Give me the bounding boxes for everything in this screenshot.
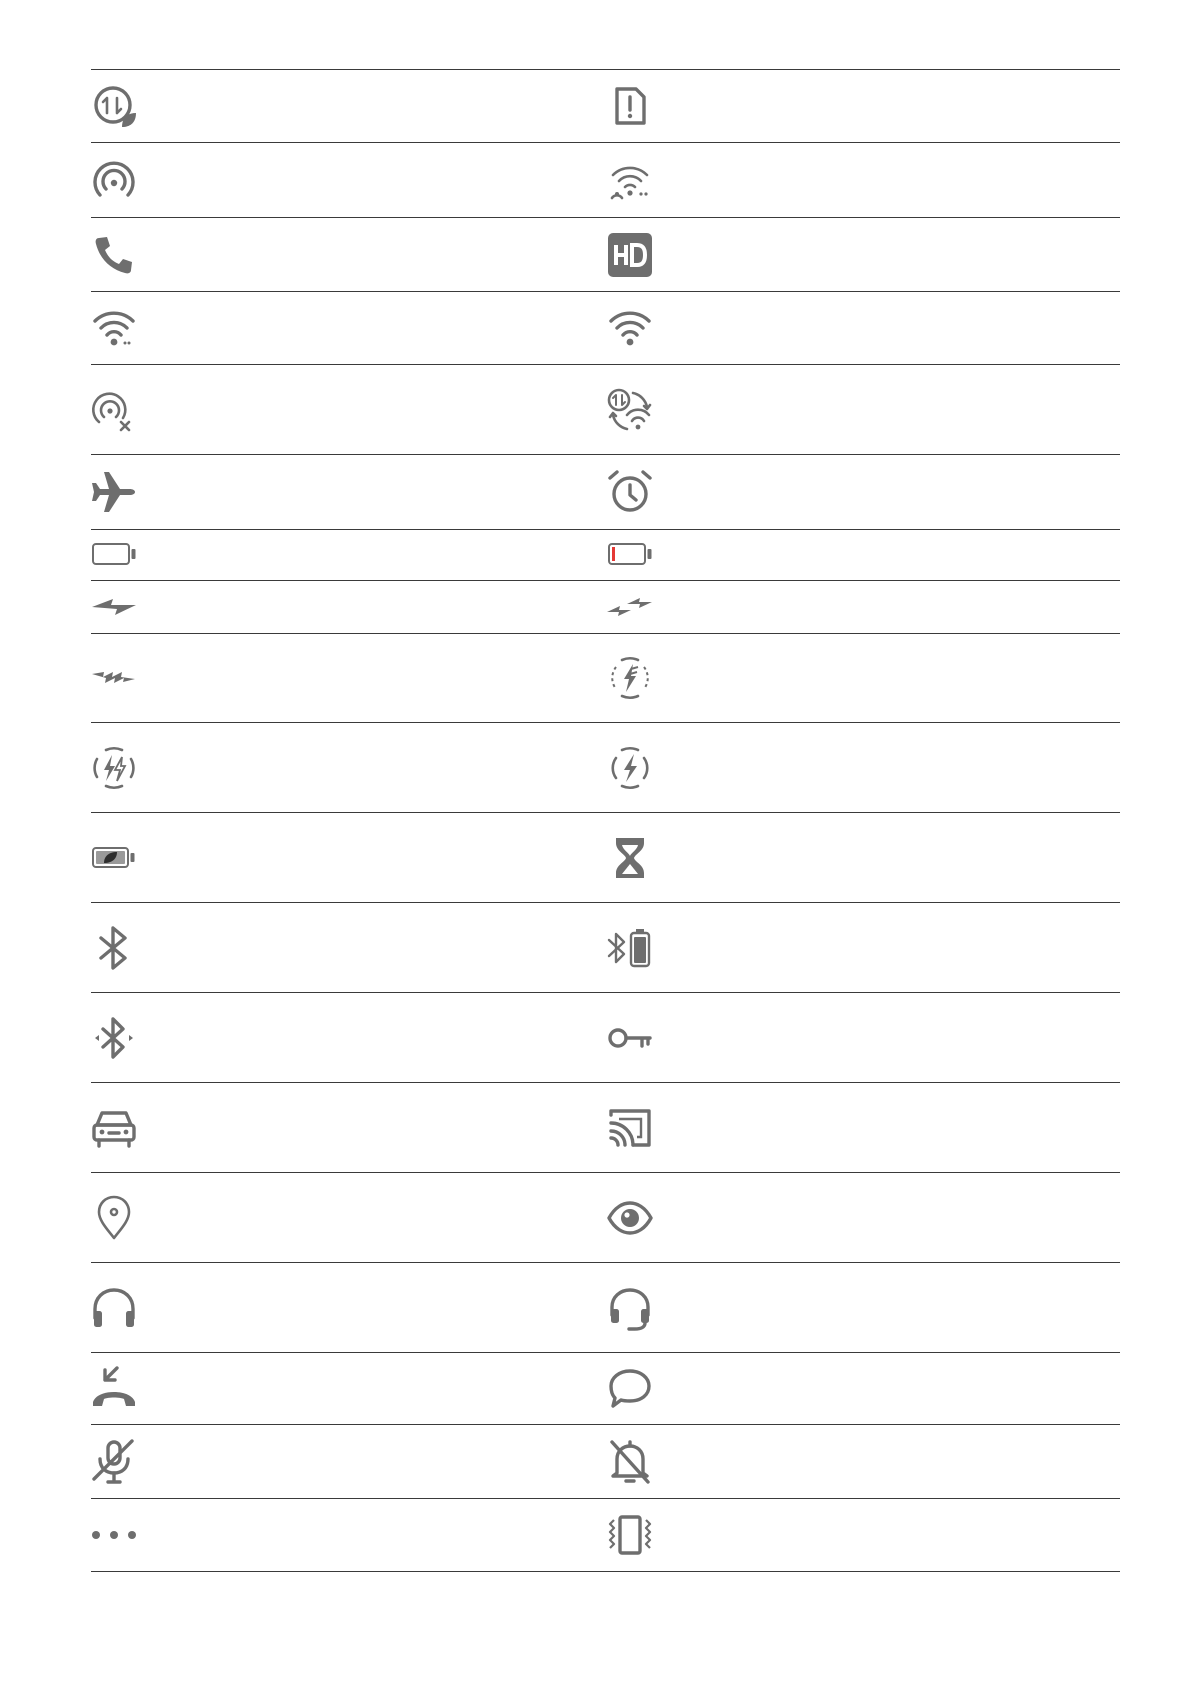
- left-cell: [91, 1083, 137, 1172]
- left-cell: [91, 723, 137, 812]
- right-cell: [607, 1499, 653, 1571]
- table-row: [91, 1082, 1120, 1172]
- left-cell: [91, 455, 137, 529]
- wireless-super-charging-icon: [607, 655, 653, 701]
- right-cell: [607, 813, 653, 902]
- table-row: [91, 633, 1120, 722]
- hd-calling-icon: [607, 232, 653, 278]
- digital-balance-icon: [607, 835, 653, 881]
- right-cell: [607, 1173, 653, 1262]
- table-row: [91, 812, 1120, 902]
- left-cell: [91, 581, 137, 633]
- message-icon: [607, 1366, 653, 1412]
- table-row: [91, 722, 1120, 812]
- left-cell: [91, 1263, 137, 1352]
- right-cell: [607, 723, 653, 812]
- table-row: [91, 1172, 1120, 1262]
- hotspot-connected-wifi-icon: [607, 157, 653, 203]
- wireless-charging-icon: [607, 745, 653, 791]
- location-icon: [91, 1195, 137, 1241]
- left-cell: [91, 813, 137, 902]
- table-row: [91, 1352, 1120, 1424]
- right-cell: [607, 70, 653, 142]
- vibrate-icon: [607, 1512, 653, 1558]
- right-cell: [607, 993, 653, 1082]
- table-row: [91, 1498, 1120, 1572]
- driving-mode-icon: [91, 1105, 137, 1151]
- right-cell: [607, 1425, 653, 1498]
- vpn-key-icon: [607, 1015, 653, 1061]
- wifi-icon: [607, 305, 653, 351]
- left-cell: [91, 1353, 137, 1424]
- status-icon-table: [91, 69, 1120, 1572]
- right-cell: [607, 634, 653, 722]
- table-row: [91, 580, 1120, 633]
- battery-empty-icon: [91, 532, 137, 578]
- left-cell: [91, 218, 137, 291]
- mic-muted-icon: [91, 1439, 137, 1485]
- right-cell: [607, 1263, 653, 1352]
- battery-low-icon: [607, 532, 653, 578]
- left-cell: [91, 143, 137, 217]
- table-row: [91, 217, 1120, 291]
- screen-projection-icon: [607, 1105, 653, 1151]
- charging-icon: [91, 584, 137, 630]
- wifi-6-icon: [91, 305, 137, 351]
- right-cell: [607, 143, 653, 217]
- table-row: [91, 1262, 1120, 1352]
- left-cell: [91, 292, 137, 364]
- silent-mode-icon: [607, 1439, 653, 1485]
- left-cell: [91, 993, 137, 1082]
- phone-call-icon: [91, 232, 137, 278]
- left-cell: [91, 1425, 137, 1498]
- right-cell: [607, 581, 653, 633]
- hotspot-icon: [91, 157, 137, 203]
- data-saver-icon: [91, 83, 137, 129]
- table-row: [91, 291, 1120, 364]
- table-row: [91, 902, 1120, 992]
- right-cell: [607, 903, 653, 992]
- hotspot-disconnected-icon: [91, 387, 137, 433]
- airplane-mode-icon: [91, 469, 137, 515]
- table-row: [91, 454, 1120, 529]
- table-row: [91, 142, 1120, 217]
- right-cell: [607, 292, 653, 364]
- left-cell: [91, 634, 137, 722]
- right-cell: [607, 1353, 653, 1424]
- right-cell: [607, 365, 653, 454]
- wireless-fast-charging-icon: [91, 745, 137, 791]
- left-cell: [91, 365, 137, 454]
- table-row: [91, 529, 1120, 580]
- more-notifications-icon: [91, 1512, 137, 1558]
- super-charging-icon: [607, 584, 653, 630]
- table-row: [91, 69, 1120, 142]
- left-cell: [91, 1173, 137, 1262]
- bluetooth-battery-icon: [607, 925, 653, 971]
- network-switch-icon: [607, 387, 653, 433]
- table-row: [91, 1424, 1120, 1498]
- right-cell: [607, 1083, 653, 1172]
- alarm-icon: [607, 469, 653, 515]
- headset-mic-icon: [607, 1285, 653, 1331]
- fast-charging-icon: [91, 655, 137, 701]
- right-cell: [607, 218, 653, 291]
- right-cell: [607, 455, 653, 529]
- bluetooth-connected-icon: [91, 1015, 137, 1061]
- headphones-icon: [91, 1285, 137, 1331]
- sim-card-error-icon: [607, 83, 653, 129]
- table-row: [91, 992, 1120, 1082]
- power-saving-icon: [91, 835, 137, 881]
- left-cell: [91, 70, 137, 142]
- call-in-progress-icon: [91, 1366, 137, 1412]
- bluetooth-icon: [91, 925, 137, 971]
- left-cell: [91, 1499, 137, 1571]
- table-row: [91, 364, 1120, 454]
- left-cell: [91, 903, 137, 992]
- left-cell: [91, 530, 137, 580]
- right-cell: [607, 530, 653, 580]
- eye-comfort-icon: [607, 1195, 653, 1241]
